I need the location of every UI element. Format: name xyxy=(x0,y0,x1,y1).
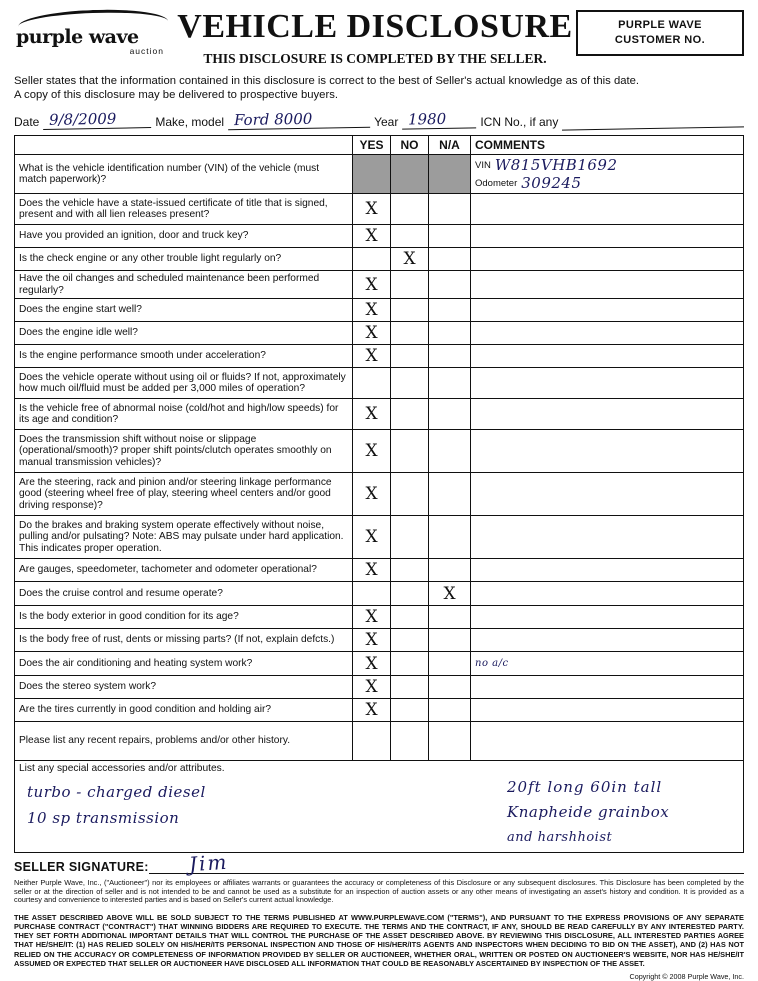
answer-no[interactable] xyxy=(391,516,429,559)
accessories-right-line-2: Knapheide grainbox xyxy=(507,803,670,821)
comment-cell[interactable] xyxy=(471,606,744,629)
header-no: NO xyxy=(391,136,429,155)
accessories-right-line-1: 20ft long 60in tall xyxy=(507,778,663,796)
repairs-prompt: Please list any recent repairs, problems and/or other history. xyxy=(15,722,353,761)
accessories-right-line-3: and harshhoist xyxy=(507,830,613,845)
seller-statement xyxy=(14,74,744,102)
comment-cell[interactable] xyxy=(471,399,744,430)
comment-cell[interactable] xyxy=(471,699,744,722)
answer-no[interactable] xyxy=(391,676,429,699)
customer-box-line1: PURPLE WAVE xyxy=(618,19,702,31)
question-text: Does the cruise control and resume operate? xyxy=(15,582,353,606)
question-text: Does the vehicle operate without using oil or fluids? If not, approximately how much oil/fluid must be added per 3,000 miles of operation? xyxy=(15,368,353,399)
question-text: Do the brakes and braking system operate effectively without noise, pulling and/or pulsating? Note: ABS may pulsate under hard application. This indicates proper operation. xyxy=(15,516,353,559)
accessories-handwriting-left[interactable] xyxy=(27,779,206,831)
answer-no[interactable] xyxy=(391,652,429,676)
make-label: Make, model xyxy=(155,115,225,129)
answer-yes[interactable]: X xyxy=(353,676,391,699)
answer-yes[interactable]: X xyxy=(353,473,391,516)
comment-cell[interactable] xyxy=(471,248,744,271)
answer-no[interactable] xyxy=(391,606,429,629)
answer-no[interactable] xyxy=(391,559,429,582)
table-row xyxy=(15,629,744,652)
meta-row xyxy=(14,110,744,129)
accessories-left-line-2: 10 sp transmission xyxy=(27,809,180,827)
answer-yes[interactable]: X xyxy=(353,194,391,225)
answer-yes[interactable]: X xyxy=(353,699,391,722)
page-subtitle: THIS DISCLOSURE IS COMPLETED BY THE SELLER. xyxy=(203,51,547,66)
question-text: Are gauges, speedometer, tachometer and odometer operational? xyxy=(15,559,353,582)
table-row xyxy=(15,299,744,322)
table-row xyxy=(15,676,744,699)
repairs-yes[interactable] xyxy=(353,722,391,761)
answer-na[interactable] xyxy=(429,699,471,722)
repairs-na[interactable] xyxy=(429,722,471,761)
document-header xyxy=(14,8,744,64)
answer-yes[interactable]: X xyxy=(353,271,391,299)
customer-box-line2: CUSTOMER NO. xyxy=(614,34,706,46)
answer-na[interactable]: X xyxy=(429,582,471,606)
table-header-row xyxy=(15,136,744,155)
table-row xyxy=(15,194,744,225)
table-body xyxy=(15,155,744,761)
answer-yes[interactable] xyxy=(353,155,391,194)
answer-na[interactable] xyxy=(429,248,471,271)
header-na: N/A xyxy=(429,136,471,155)
table-row xyxy=(15,430,744,473)
answer-na[interactable] xyxy=(429,322,471,345)
comment-cell[interactable] xyxy=(471,322,744,345)
answer-yes[interactable]: X xyxy=(353,225,391,248)
answer-na[interactable] xyxy=(429,652,471,676)
answer-no[interactable] xyxy=(391,430,429,473)
answer-na[interactable] xyxy=(429,629,471,652)
purple-wave-logo xyxy=(14,8,174,56)
make-model-value[interactable]: Ford 8000 xyxy=(228,109,370,130)
repairs-no[interactable] xyxy=(391,722,429,761)
vin-value[interactable]: W815VHB1692 xyxy=(494,156,618,174)
answer-yes[interactable]: X xyxy=(353,399,391,430)
comment-cell[interactable] xyxy=(471,155,744,194)
signature-value: Jim xyxy=(187,849,229,877)
page-title: VEHICLE DISCLOSURE xyxy=(177,8,573,45)
table-row xyxy=(15,652,744,676)
table-row xyxy=(15,155,744,194)
answer-no[interactable] xyxy=(391,368,429,399)
answer-no[interactable] xyxy=(391,699,429,722)
answer-no[interactable] xyxy=(391,155,429,194)
answer-yes[interactable]: X xyxy=(353,629,391,652)
question-text: Does the engine idle well? xyxy=(15,322,353,345)
disclaimer-paragraph: Neither Purple Wave, Inc., ("Auctioneer") nor its employees or affiliates warrants or guarantees the accuracy or completeness of this Disclosure or any subsequent disclosures. This Disclosure has been completed by the seller or at the direction of seller and is not intended to be and cannot be used as a substitute for an inspection of auction assets or any other means of investigating an asset's history and condition. It is provided as a courtesy and convenience to interested parties and is based on Seller's current actual knowledge. xyxy=(14,878,744,905)
statement-line-1: Seller states that the information contained in this disclosure is correct to the best of Seller's actual knowledge as of this date. xyxy=(14,75,640,87)
answer-na[interactable] xyxy=(429,473,471,516)
table-row xyxy=(15,473,744,516)
answer-no[interactable] xyxy=(391,225,429,248)
answer-yes[interactable]: X xyxy=(353,430,391,473)
logo-text: purple wave xyxy=(16,26,139,48)
signature-row xyxy=(14,849,744,877)
question-text: Are the steering, rack and pinion and/or steering linkage performance good (steering wheel free of play, steering wheel centers and/or good driving response)? xyxy=(15,473,353,516)
accessories-left-line-1: turbo - charged diesel xyxy=(27,783,206,801)
table-row xyxy=(15,516,744,559)
comment-cell[interactable] xyxy=(471,345,744,368)
question-text: Is the body free of rust, dents or missing parts? (If not, explain defcts.) xyxy=(15,629,353,652)
answer-no[interactable] xyxy=(391,629,429,652)
comment-cell[interactable]: no a/c xyxy=(471,652,744,676)
answer-na[interactable] xyxy=(429,606,471,629)
answer-na[interactable] xyxy=(429,430,471,473)
accessories-handwriting-right[interactable] xyxy=(507,775,669,850)
question-text: Does the engine start well? xyxy=(15,299,353,322)
comment-cell[interactable] xyxy=(471,368,744,399)
answer-na[interactable] xyxy=(429,299,471,322)
icn-label: ICN No., if any xyxy=(480,115,559,129)
answer-na[interactable] xyxy=(429,399,471,430)
title-block xyxy=(174,8,576,67)
comment-cell[interactable] xyxy=(471,629,744,652)
answer-yes[interactable]: X xyxy=(353,559,391,582)
repairs-value[interactable] xyxy=(471,722,744,761)
answer-na[interactable] xyxy=(429,559,471,582)
answer-yes[interactable]: X xyxy=(353,606,391,629)
answer-na[interactable] xyxy=(429,225,471,248)
table-row xyxy=(15,582,744,606)
table-row xyxy=(15,559,744,582)
answer-yes[interactable] xyxy=(353,582,391,606)
statement-line-2: A copy of this disclosure may be delivered to prospective buyers. xyxy=(14,89,339,101)
repairs-row xyxy=(15,722,744,761)
question-text: Does the stereo system work? xyxy=(15,676,353,699)
answer-no[interactable]: X xyxy=(391,248,429,271)
icn-value[interactable] xyxy=(562,126,744,130)
comment-cell[interactable] xyxy=(471,676,744,699)
table-row xyxy=(15,345,744,368)
answer-na[interactable] xyxy=(429,194,471,225)
answer-yes[interactable]: X xyxy=(353,516,391,559)
comment-cell[interactable] xyxy=(471,516,744,559)
answer-no[interactable] xyxy=(391,399,429,430)
answer-no[interactable] xyxy=(391,473,429,516)
header-comments: COMMENTS xyxy=(471,136,744,155)
comment-cell[interactable] xyxy=(471,430,744,473)
answer-yes[interactable] xyxy=(353,248,391,271)
year-value[interactable]: 1980 xyxy=(402,109,476,129)
odometer-label: Odometer xyxy=(475,177,518,189)
date-label: Date xyxy=(14,115,40,129)
answer-no[interactable] xyxy=(391,582,429,606)
vin-label: VIN xyxy=(475,159,491,171)
answer-yes[interactable]: X xyxy=(353,652,391,676)
comment-cell[interactable] xyxy=(471,194,744,225)
comment-cell[interactable] xyxy=(471,559,744,582)
table-row xyxy=(15,399,744,430)
customer-number-box xyxy=(576,10,744,56)
question-text: Does the vehicle have a state-issued certificate of title that is signed, present and with all lien releases present? xyxy=(15,194,353,225)
answer-na[interactable] xyxy=(429,155,471,194)
question-text: Does the transmission shift without noise or slippage (operational/smooth)? proper shift points/clutch operates smoothly on manual transmission vehicles)? xyxy=(15,430,353,473)
answer-yes[interactable]: X xyxy=(353,299,391,322)
answer-na[interactable] xyxy=(429,368,471,399)
answer-yes[interactable] xyxy=(353,368,391,399)
accessories-section xyxy=(14,761,744,853)
table-row xyxy=(15,248,744,271)
copyright-notice: Copyright © 2008 Purple Wave, Inc. xyxy=(629,972,744,981)
table-row xyxy=(15,368,744,399)
answer-no[interactable] xyxy=(391,271,429,299)
header-question xyxy=(15,136,353,155)
signature-field[interactable] xyxy=(149,849,744,877)
comment-cell[interactable] xyxy=(471,473,744,516)
terms-paragraph: THE ASSET DESCRIBED ABOVE WILL BE SOLD SUBJECT TO THE TERMS PUBLISHED AT WWW.PURPLEWAVE.COM ("TERMS"), AND PURSUANT TO THE EXPRESS PROVISIONS OF ANY SEPARATE PURCHASE CONTRACT ("CONTRACT") THAT WINNING BIDDERS ARE REQUIRED TO EXECUTE. THE TERMS AND THE CONTRACT, IF ANY, SHOULD BE READ CAREFULLY BY ANY INTERESTED PARTY. THEY SET FORTH ADDITIONAL IMPORTANT DETAILS THAT WILL CONTROL THE PURCHASE OF THE ASSET DESCRIBED ABOVE. BY REVIEWING THIS DISCLOSURE, ALL INTERESTED PARTIES AGREE THAT HE/SHE/IT: (1) HAS RELIED SOLELY ON HIS/HER/ITS PERSONAL INSPECTION AND THOSE OF HIS/HER/ITS AGENTS AND INSPECTORS WHEN DECIDING TO BID ON THE ASSET), AND (2) HAS NOT RELIED ON THE ACCURACY OR COMPLETENESS OF INFORMATION PROVIDED BY SELLER OR AUCTIONEER, WHETHER ORAL, WRITTEN OR POSTED ON AUCTIONEER'S WEBSITE, NOR HAS HE/SHE/IT ASSUMED OR EXPECTED THAT SELLER OR AUCTIONEER HAVE DISCLOSED ALL INFORMATION THAT COULD BE REASONABLY ASCERTAINED BY INSPECTION OF THE ASSET. xyxy=(14,912,744,968)
comment-cell[interactable] xyxy=(471,299,744,322)
answer-no[interactable] xyxy=(391,299,429,322)
odometer-value[interactable]: 309245 xyxy=(521,174,582,192)
table-row xyxy=(15,322,744,345)
answer-na[interactable] xyxy=(429,676,471,699)
disclosure-table xyxy=(14,135,744,761)
answer-no[interactable] xyxy=(391,345,429,368)
table-row xyxy=(15,225,744,248)
accessories-label: List any special accessories and/or attributes. xyxy=(19,763,225,774)
question-text: Are the tires currently in good condition and holding air? xyxy=(15,699,353,722)
answer-no[interactable] xyxy=(391,194,429,225)
logo-subtext: auction xyxy=(129,46,164,56)
question-text: Does the air conditioning and heating system work? xyxy=(15,652,353,676)
answer-na[interactable] xyxy=(429,345,471,368)
answer-na[interactable] xyxy=(429,271,471,299)
date-value[interactable]: 9/8/2009 xyxy=(43,109,151,130)
answer-yes[interactable]: X xyxy=(353,345,391,368)
answer-na[interactable] xyxy=(429,516,471,559)
question-text: Have you provided an ignition, door and truck key? xyxy=(15,225,353,248)
question-text: What is the vehicle identification number (VIN) of the vehicle (must match paperwork)? xyxy=(15,155,353,194)
comment-cell[interactable] xyxy=(471,271,744,299)
header-yes: YES xyxy=(353,136,391,155)
answer-no[interactable] xyxy=(391,322,429,345)
table-row xyxy=(15,606,744,629)
question-text: Is the body exterior in good condition for its age? xyxy=(15,606,353,629)
year-label: Year xyxy=(374,115,399,129)
question-text: Have the oil changes and scheduled maintenance been performed regularly? xyxy=(15,271,353,299)
answer-yes[interactable]: X xyxy=(353,322,391,345)
question-text: Is the vehicle free of abnormal noise (cold/hot and high/low speeds) for its age and condition? xyxy=(15,399,353,430)
table-row xyxy=(15,699,744,722)
comment-cell[interactable] xyxy=(471,225,744,248)
question-text: Is the engine performance smooth under acceleration? xyxy=(15,345,353,368)
question-text: Is the check engine or any other trouble light regularly on? xyxy=(15,248,353,271)
table-row xyxy=(15,271,744,299)
signature-label: SELLER SIGNATURE: xyxy=(14,860,149,874)
comment-cell[interactable] xyxy=(471,582,744,606)
